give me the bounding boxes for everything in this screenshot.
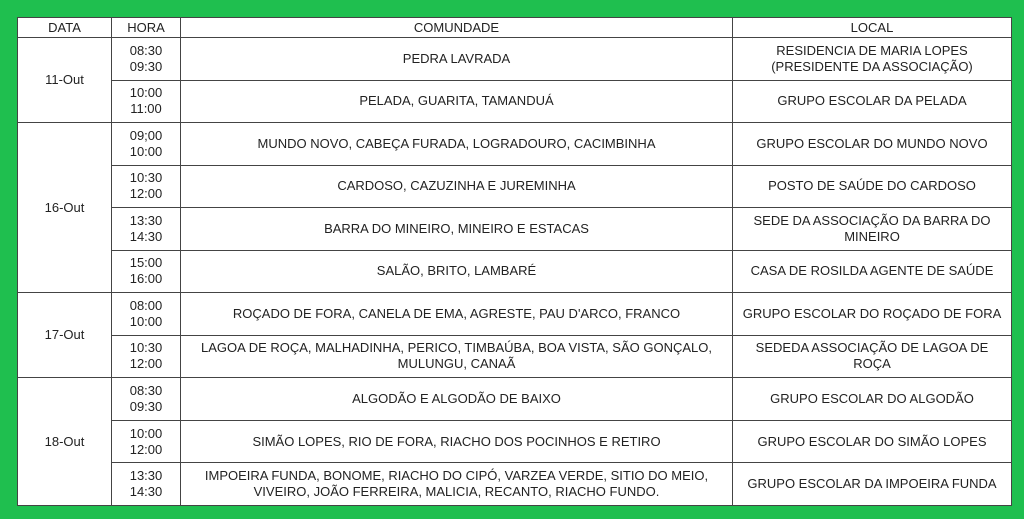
location-cell: SEDEDA ASSOCIAÇÃO DE LAGOA DE ROÇA <box>733 335 1012 378</box>
start-time: 08:30 <box>129 383 163 399</box>
header-comunidade: COMUNDADE <box>181 18 733 38</box>
time-cell <box>112 123 181 166</box>
community-cell: ROÇADO DE FORA, CANELA DE EMA, AGRESTE, PAU D'ARCO, FRANCO <box>181 293 733 336</box>
date-cell: 11-Out <box>18 38 112 123</box>
date-cell: 18-Out <box>18 378 112 506</box>
time-cell <box>112 335 181 378</box>
community-cell: SALÃO, BRITO, LAMBARÉ <box>181 250 733 293</box>
time-cell <box>112 165 181 208</box>
header-hora: HORA <box>112 18 181 38</box>
time-cell <box>112 463 181 506</box>
end-time: 12:00 <box>129 186 163 202</box>
table-row <box>18 378 1012 421</box>
location-cell: GRUPO ESCOLAR DO SIMÃO LOPES <box>733 420 1012 463</box>
start-time: 13:30 <box>129 212 163 228</box>
start-time: 13:30 <box>129 468 163 484</box>
start-time: 10:00 <box>129 85 163 101</box>
schedule-table <box>17 17 1012 506</box>
end-time: 16:00 <box>129 271 163 287</box>
community-cell: BARRA DO MINEIRO, MINEIRO E ESTACAS <box>181 208 733 251</box>
header-row <box>18 18 1012 38</box>
table-row <box>18 420 1012 463</box>
location-cell: GRUPO ESCOLAR DO ALGODÃO <box>733 378 1012 421</box>
table-row <box>18 123 1012 166</box>
end-time: 11:00 <box>130 101 162 117</box>
end-time: 14:30 <box>129 228 163 244</box>
table-row <box>18 250 1012 293</box>
community-cell: LAGOA DE ROÇA, MALHADINHA, PERICO, TIMBAÚBA, BOA VISTA, SÃO GONÇALO, MULUNGU, CANAÃ <box>181 335 733 378</box>
location-cell: GRUPO ESCOLAR DO MUNDO NOVO <box>733 123 1012 166</box>
date-cell: 17-Out <box>18 293 112 378</box>
end-time: 10:00 <box>129 313 163 329</box>
header-local: LOCAL <box>733 18 1012 38</box>
start-time: 10:00 <box>129 425 163 441</box>
community-cell: PEDRA LAVRADA <box>181 38 733 81</box>
time-cell <box>112 293 181 336</box>
location-cell: GRUPO ESCOLAR DO ROÇADO DE FORA <box>733 293 1012 336</box>
location-cell: RESIDENCIA DE MARIA LOPES (PRESIDENTE DA ASSOCIAÇÃO) <box>733 38 1012 81</box>
time-cell <box>112 208 181 251</box>
location-cell: SEDE DA ASSOCIAÇÃO DA BARRA DO MINEIRO <box>733 208 1012 251</box>
date-cell: 16-Out <box>18 123 112 293</box>
schedule-frame <box>17 17 1011 506</box>
time-cell <box>112 38 181 81</box>
header-data: DATA <box>18 18 112 38</box>
table-row <box>18 80 1012 123</box>
end-time: 12:00 <box>129 441 163 457</box>
start-time: 09;00 <box>129 127 163 143</box>
start-time: 15:00 <box>129 255 163 271</box>
location-cell: GRUPO ESCOLAR DA PELADA <box>733 80 1012 123</box>
start-time: 08:00 <box>129 297 163 313</box>
community-cell: MUNDO NOVO, CABEÇA FURADA, LOGRADOURO, CACIMBINHA <box>181 123 733 166</box>
time-cell <box>112 80 181 123</box>
table-row <box>18 293 1012 336</box>
community-cell: PELADA, GUARITA, TAMANDUÁ <box>181 80 733 123</box>
end-time: 10:00 <box>129 143 163 159</box>
time-cell <box>112 250 181 293</box>
table-row <box>18 463 1012 506</box>
table-row <box>18 335 1012 378</box>
location-cell: CASA DE ROSILDA AGENTE DE SAÚDE <box>733 250 1012 293</box>
community-cell: SIMÃO LOPES, RIO DE FORA, RIACHO DOS POCINHOS E RETIRO <box>181 420 733 463</box>
start-time: 08:30 <box>129 42 163 58</box>
end-time: 12:00 <box>129 356 163 372</box>
table-row <box>18 208 1012 251</box>
location-cell: GRUPO ESCOLAR DA IMPOEIRA FUNDA <box>733 463 1012 506</box>
start-time: 10:30 <box>129 340 163 356</box>
end-time: 09:30 <box>129 58 163 74</box>
community-cell: IMPOEIRA FUNDA, BONOME, RIACHO DO CIPÓ, VARZEA VERDE, SITIO DO MEIO, VIVEIRO, JOÃO FERREIRA, MALICIA, RECANTO, RIACHO FUNDO. <box>181 463 733 506</box>
location-cell: POSTO DE SAÚDE DO CARDOSO <box>733 165 1012 208</box>
time-cell <box>112 420 181 463</box>
community-cell: ALGODÃO E ALGODÃO DE BAIXO <box>181 378 733 421</box>
table-row <box>18 38 1012 81</box>
table-row <box>18 165 1012 208</box>
time-cell <box>112 378 181 421</box>
end-time: 09:30 <box>129 399 163 415</box>
start-time: 10:30 <box>129 170 163 186</box>
end-time: 14:30 <box>129 484 163 500</box>
community-cell: CARDOSO, CAZUZINHA E JUREMINHA <box>181 165 733 208</box>
